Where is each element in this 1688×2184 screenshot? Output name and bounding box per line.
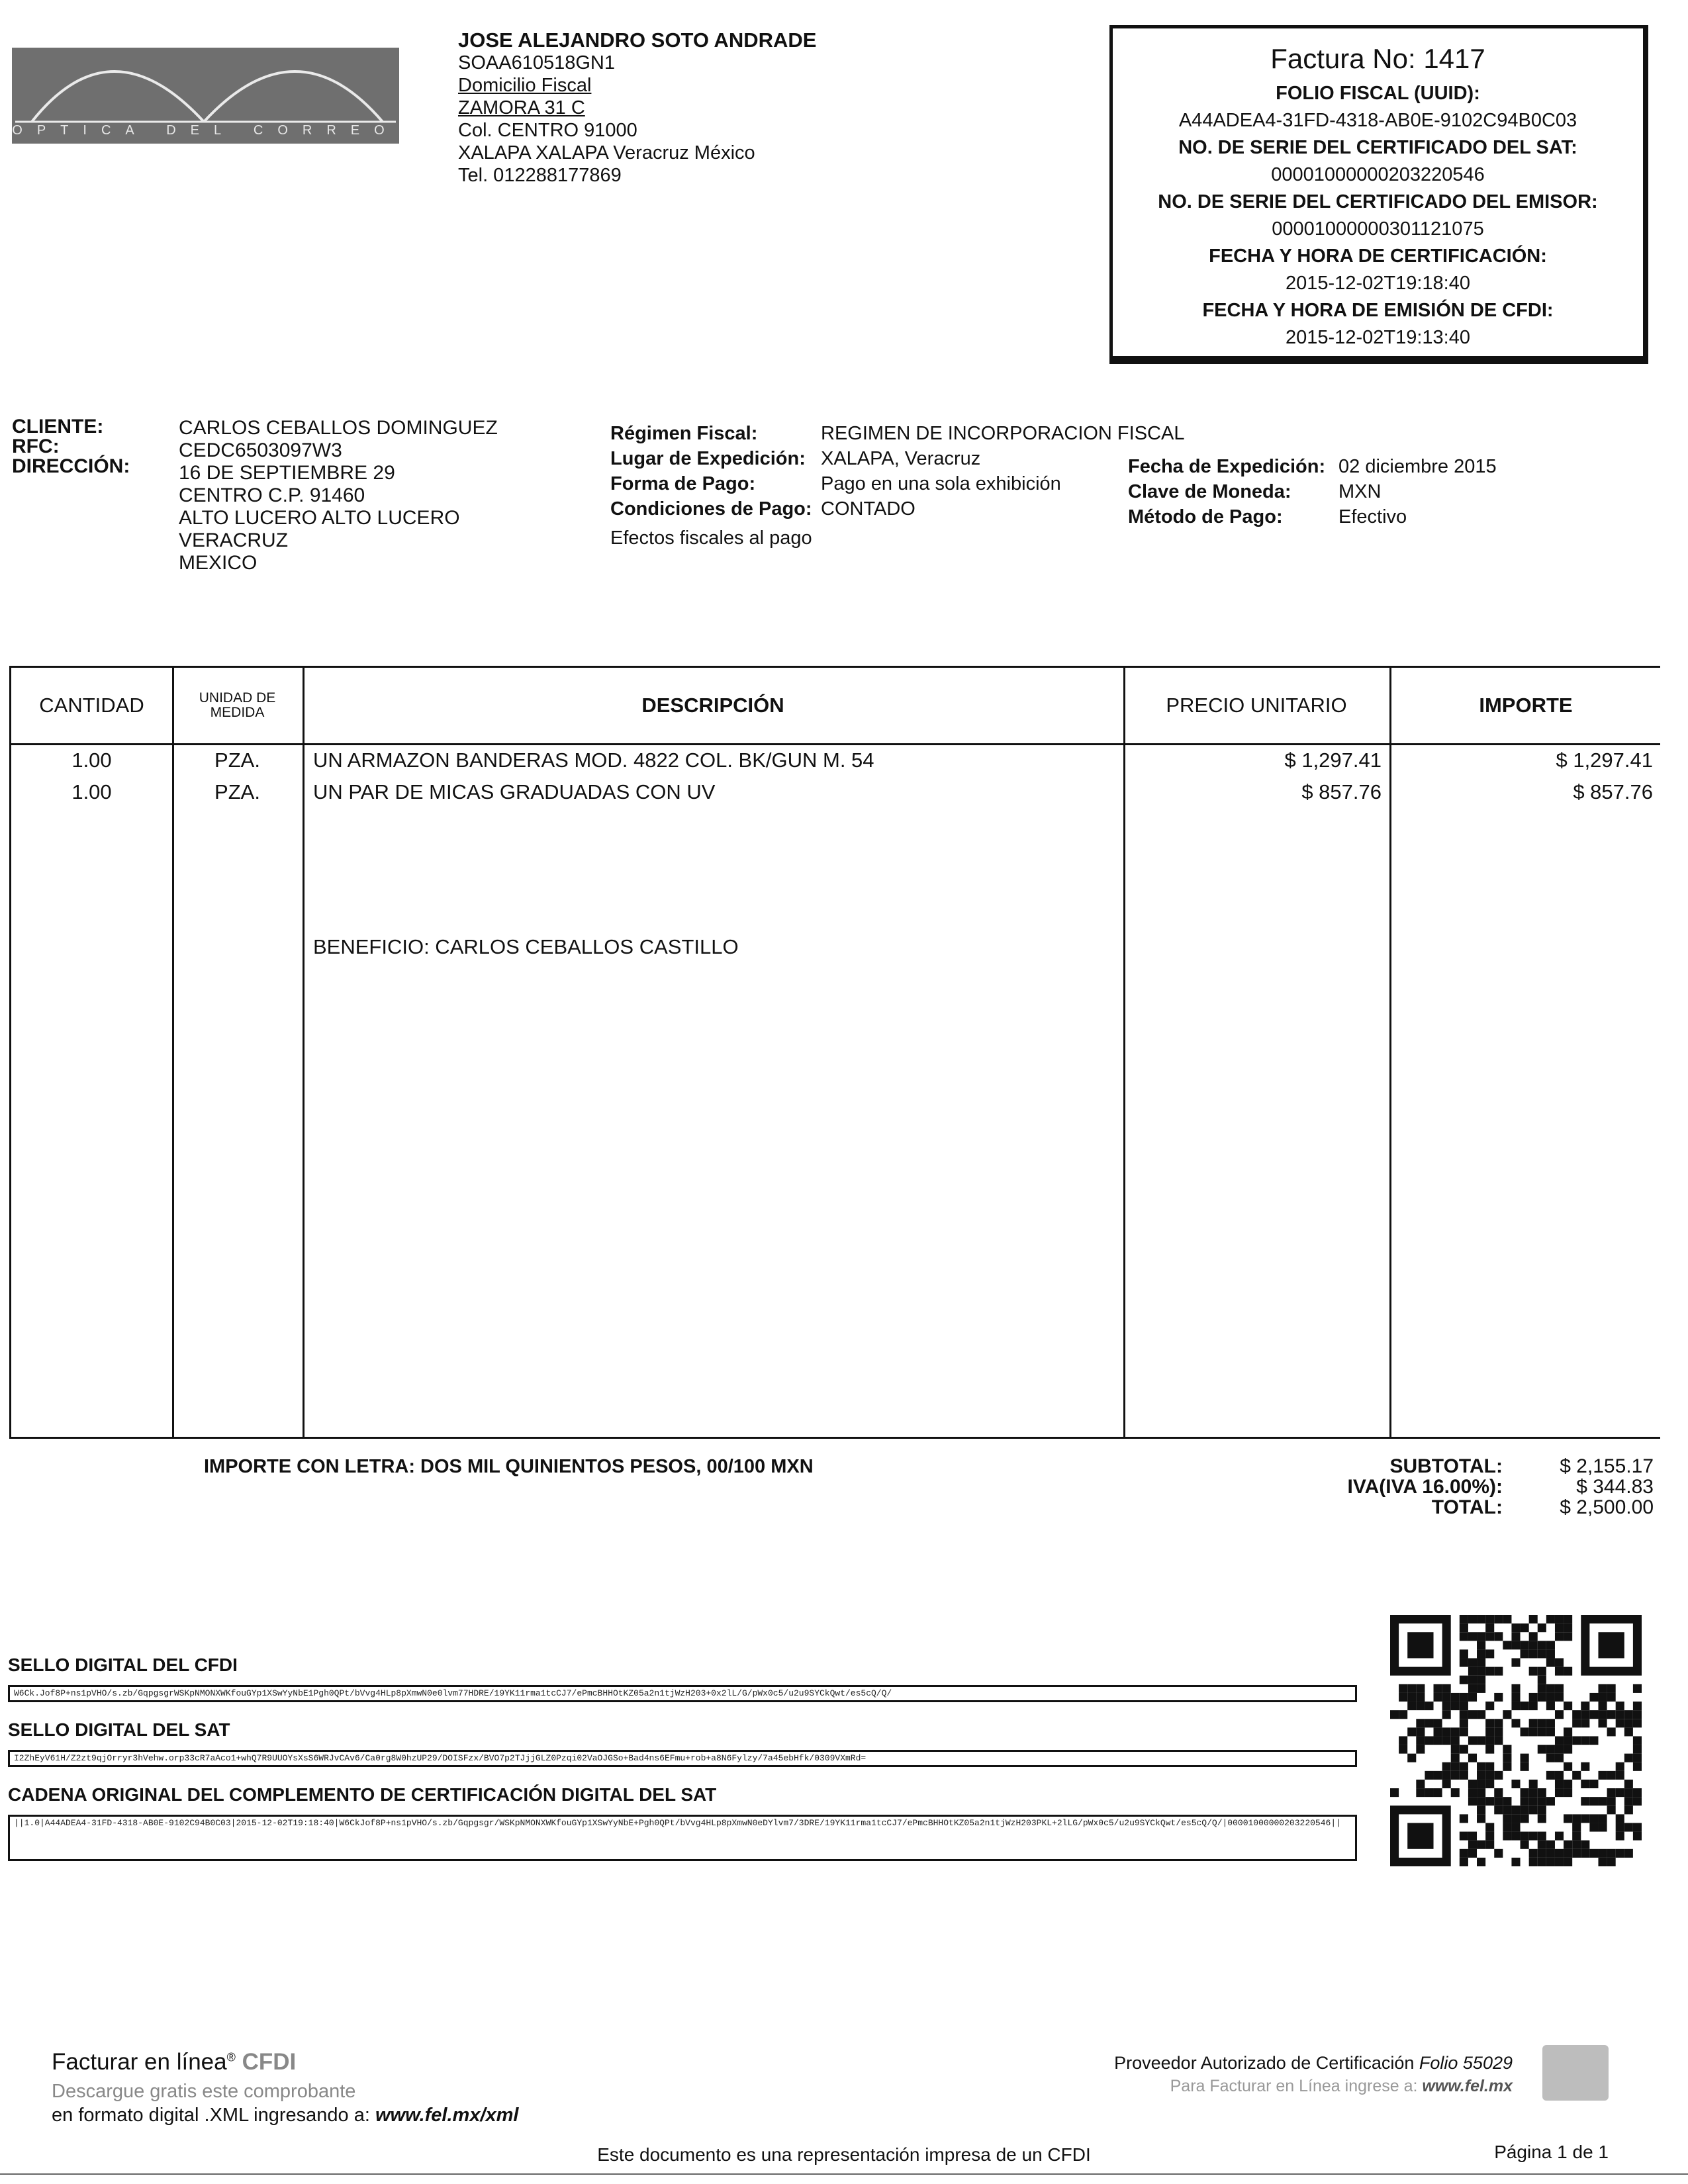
cadena-original-label: CADENA ORIGINAL DEL COMPLEMENTO DE CERTIFICACIÓN DIGITAL DEL SAT [8, 1784, 717, 1805]
issuer-name: JOSE ALEJANDRO SOTO ANDRADE [458, 28, 817, 52]
formato-text: en formato digital .XML ingresando a: [52, 2105, 370, 2126]
importe-con-letra: IMPORTE CON LETRA: DOS MIL QUINIENTOS PESOS, 00/100 MXN [204, 1456, 814, 1477]
regimen-label: Régimen Fiscal: [610, 423, 758, 444]
client-labels [12, 417, 130, 477]
client-address-line: ALTO LUCERO ALTO LUCERO [179, 507, 460, 529]
fecha-expedicion-value: 02 diciembre 2015 [1338, 456, 1497, 477]
qr-code-icon [1390, 1615, 1642, 1866]
subtotal-label: SUBTOTAL: [1389, 1455, 1503, 1477]
forma-pago-label: Forma de Pago: [610, 473, 756, 494]
footer-divider [0, 2173, 1688, 2175]
moneda-label: Clave de Moneda: [1128, 481, 1291, 502]
lugar-value: XALAPA, Veracruz [821, 448, 981, 469]
facturar-text: Facturar en línea [52, 2049, 227, 2075]
header-importe: IMPORTE [1479, 694, 1573, 717]
header-precio-unitario: PRECIO UNITARIO [1166, 694, 1347, 717]
client-address-line: 16 DE SEPTIEMBRE 29 [179, 462, 395, 484]
formato-xml-line [52, 2105, 518, 2126]
client-name: CARLOS CEBALLOS DOMINGUEZ [179, 417, 498, 439]
metodo-pago-label: Método de Pago: [1128, 506, 1283, 527]
fecha-emision-label: FECHA Y HORA DE EMISIÓN DE CFDI: [1202, 300, 1554, 321]
row-1-importe: $ 1,297.41 [1556, 749, 1653, 772]
folio-fiscal-label: FOLIO FISCAL (UUID): [1276, 83, 1480, 104]
folio-fiscal-value: A44ADEA4-31FD-4318-AB0E-9102C94B0C03 [1178, 110, 1577, 131]
iva-label: IVA(IVA 16.00%): [1347, 1476, 1503, 1498]
logo-text: OPTICA DEL CORREO [12, 123, 399, 138]
row-2-unidad: PZA. [214, 780, 260, 803]
regimen-value: REGIMEN DE INCORPORACION FISCAL [821, 423, 1185, 444]
proveedor-text: Proveedor Autorizado de Certificación [1114, 2053, 1415, 2073]
sello-cfdi-value: W6Ck.Jof8P+ns1pVHO/s.zb/GqpgsgrWSKpNMONXWKfouGYp1XSwYyNbE1Pgh0QPt/bVvg4HLp8pXmwN0e0lvm77HDRE/19YK11rma1tcCJ7/ePmcBHHOtKZ05a2n1tjWzH203+0x2lL/G/pWx0c5/u2u9SYCkQwt/es5cQ/Q/ [8, 1685, 1357, 1702]
efectos-fiscales: Efectos fiscales al pago [610, 527, 812, 549]
cert-emisor-value: 00001000000301121075 [1272, 218, 1484, 240]
header-descripcion: DESCRIPCIÓN [641, 694, 784, 717]
fecha-certificacion-label: FECHA Y HORA DE CERTIFICACIÓN: [1209, 246, 1547, 267]
lugar-label: Lugar de Expedición: [610, 448, 806, 469]
client-rfc: CEDC6503097W3 [179, 439, 342, 461]
items-table [9, 666, 1660, 1439]
row-2-precio: $ 857.76 [1301, 780, 1382, 803]
client-address-line: MEXICO [179, 552, 258, 574]
representacion-impresa: Este documento es una representación impresa de un CFDI [597, 2144, 1091, 2165]
cliente-label: CLIENTE: [12, 416, 104, 437]
issuer-tel: Tel. 012288177869 [458, 165, 622, 186]
condiciones-label: Condiciones de Pago: [610, 498, 812, 520]
issuer-city: XALAPA XALAPA Veracruz México [458, 142, 755, 163]
row-2-cantidad: 1.00 [71, 780, 112, 803]
facturar-en-linea [52, 2049, 296, 2075]
registered-mark: ® [226, 2050, 236, 2064]
row-1-unidad: PZA. [214, 749, 260, 772]
column-divider [303, 668, 305, 1437]
totals-labels [1291, 1456, 1503, 1518]
header-cantidad: CANTIDAD [39, 694, 144, 717]
para-facturar-text: Para Facturar en Línea ingrese a: [1170, 2077, 1418, 2095]
moneda-value: MXN [1338, 481, 1382, 502]
client-address-line: VERACRUZ [179, 529, 289, 551]
sello-sat-value: I2ZhEyV61H/Z2zt9qjOrryr3hVehw.orp33cR7aAco1+whQ7R9UUOYsXsS6WRJvCAv6/Ca0rg8W0hzUP29/DOISFzx/BVO7p2TJjjGLZ0Pzqi02VaOJGSo+Bad4ns6EFmu+rob+a8N6Fylzy/7a45ebHfk/0309VXmRd= [8, 1750, 1357, 1767]
iva-value: $ 344.83 [1576, 1476, 1654, 1498]
header-unidad: UNIDAD DE MEDIDA [199, 690, 276, 720]
client-address-line: CENTRO C.P. 91460 [179, 484, 365, 506]
issuer-colonia: Col. CENTRO 91000 [458, 120, 637, 141]
total-value: $ 2,500.00 [1560, 1496, 1654, 1518]
row-2-importe: $ 857.76 [1573, 780, 1653, 803]
invoice-title: Factura No: 1417 [1270, 43, 1485, 74]
sat-seal-icon [1542, 2045, 1609, 2101]
condiciones-value: CONTADO [821, 498, 915, 520]
invoice-folio-box [1109, 25, 1648, 364]
metodo-pago-value: Efectivo [1338, 506, 1407, 527]
fecha-certificacion-value: 2015-12-02T19:18:40 [1286, 273, 1470, 294]
fecha-expedicion-label: Fecha de Expedición: [1128, 456, 1326, 477]
row-2-descripcion: UN PAR DE MICAS GRADUADAS CON UV [313, 780, 716, 803]
folio-pac: Folio 55029 [1419, 2053, 1513, 2073]
direccion-label: DIRECCIÓN: [12, 455, 130, 477]
domicilio-fiscal-label: Domicilio Fiscal [458, 75, 592, 96]
totals-values [1516, 1456, 1654, 1518]
client-values [179, 417, 498, 574]
cadena-original-value: ||1.0|A44ADEA4-31FD-4318-AB0E-9102C94B0C03|2015-12-02T19:18:40|W6CkJof8P+ns1pVHO/s.zb/Gqpgsgr/WSKpNMONXWKfouGYp1XSwYyNbE+Pgh0QPt/bVvg4HLp8pXmwN0eDYlvm7/3DRE/19YK11rma1tcCJ7/ePmcBHHOtKZ05a2n1tjWzH203PKL+2lLG/pWx0c5/u2u9SYCkQwt/es5cQ/Q/|00001000000203220546|| [8, 1815, 1357, 1861]
issuer-block [458, 29, 816, 187]
rfc-label: RFC: [12, 435, 60, 457]
cert-sat-value: 00001000000203220546 [1271, 164, 1485, 185]
beneficio-note: BENEFICIO: CARLOS CEBALLOS CASTILLO [313, 935, 739, 958]
cfdi-brand: CFDI [242, 2049, 297, 2075]
sello-cfdi-label: SELLO DIGITAL DEL CFDI [8, 1655, 238, 1675]
descargue-text: Descargue gratis este comprobante [52, 2081, 356, 2102]
issuer-street: ZAMORA 31 C [458, 97, 585, 118]
fel-link[interactable]: www.fel.mx [1422, 2077, 1513, 2095]
total-label: TOTAL: [1431, 1496, 1503, 1518]
cert-emisor-label: NO. DE SERIE DEL CERTIFICADO DEL EMISOR: [1158, 191, 1598, 212]
row-1-cantidad: 1.00 [71, 749, 112, 772]
cert-sat-label: NO. DE SERIE DEL CERTIFICADO DEL SAT: [1178, 137, 1577, 158]
row-1-precio: $ 1,297.41 [1284, 749, 1382, 772]
fiscal-info [610, 421, 1184, 551]
row-1-descripcion: UN ARMAZON BANDERAS MOD. 4822 COL. BK/GUN M. 54 [313, 749, 874, 772]
xml-download-link[interactable]: www.fel.mx/xml [375, 2105, 519, 2126]
subtotal-value: $ 2,155.17 [1560, 1455, 1654, 1477]
issuer-rfc: SOAA610518GN1 [458, 52, 615, 73]
sello-sat-label: SELLO DIGITAL DEL SAT [8, 1719, 230, 1740]
page-number: Página 1 de 1 [1494, 2142, 1609, 2162]
forma-pago-value: Pago en una sola exhibición [821, 473, 1061, 494]
para-facturar-line [927, 2077, 1513, 2096]
proveedor-line [927, 2053, 1513, 2073]
optica-del-correo-logo [12, 48, 399, 144]
fiscal-info-right [1128, 454, 1497, 529]
fecha-emision-value: 2015-12-02T19:13:40 [1286, 327, 1470, 348]
